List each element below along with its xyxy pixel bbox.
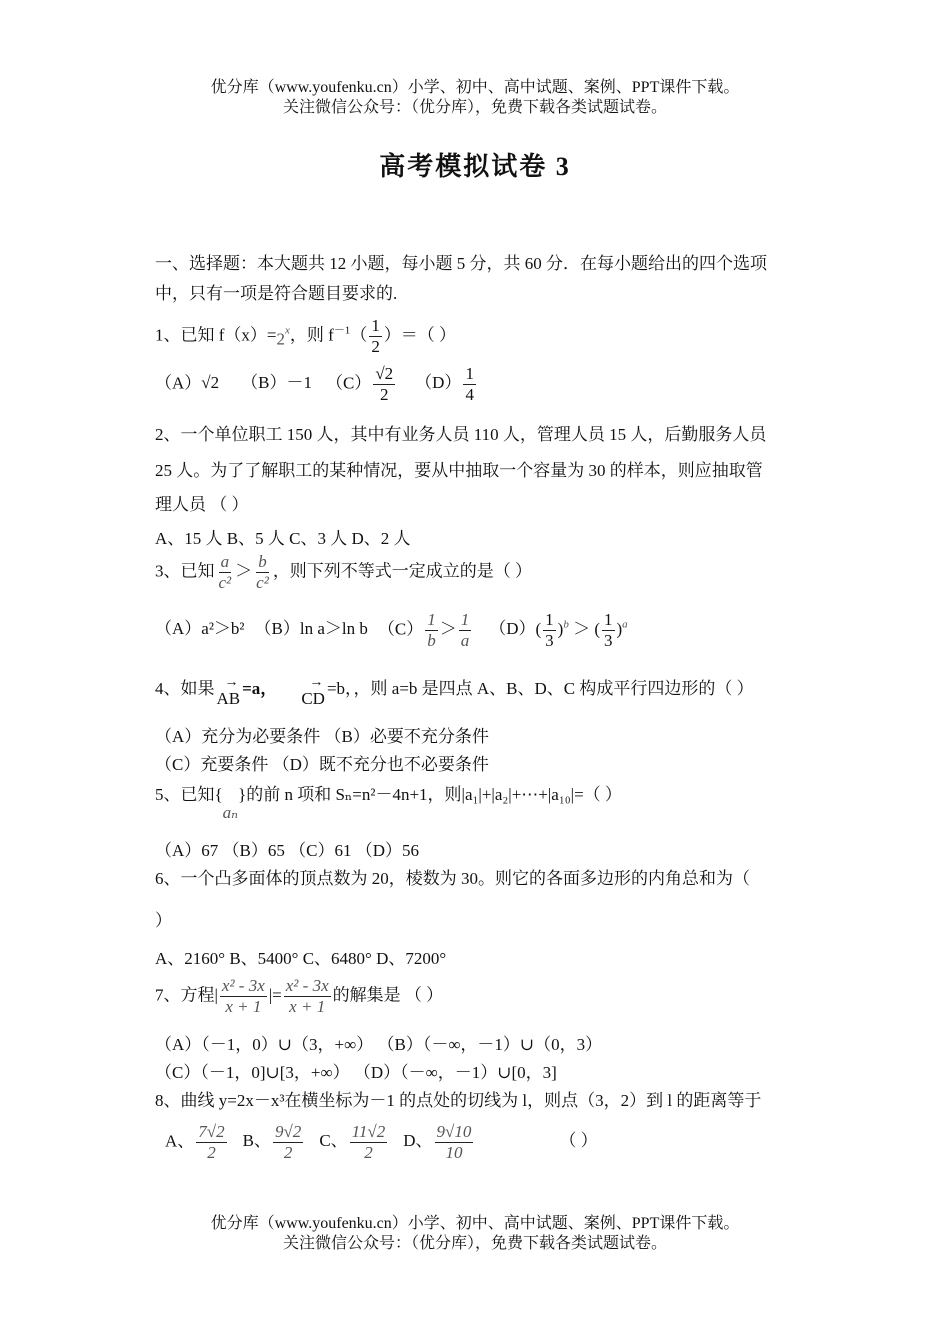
q1-option-d-fraction: $\frac{1}{4}$ [465, 364, 474, 404]
q1-stem: 1、已知 $f(x)=2^x$，则 $f^{-1}$（ $\frac{1}{2}$ ）＝（ ） [155, 316, 457, 356]
footer-line-1: 优分库（www.youfenku.cn）小学、初中、高中试题、案例、PPT课件下载。 [210, 1215, 740, 1232]
q8-option-c-fraction: $\frac{11√2}{2}$ [351, 1122, 386, 1162]
section-heading-line-1: 一、选择题：本大题共 12 小题，每小题 5 分，共 60 分．在每小题给出的四个选项 [155, 254, 767, 273]
q2-line-2: 25 人。为了了解职工的某种情况，要从中抽取一个容量为 30 的样本，则应抽取管 [155, 461, 763, 480]
header-line-1: 优分库（www.youfenku.cn）小学、初中、高中试题、案例、PPT课件下载。 [210, 79, 740, 96]
q3-d-fraction-1: $\frac{1}{3}$ [545, 610, 554, 650]
q1-option-c-fraction: $\frac{√2}{2}$ [375, 364, 394, 404]
q6-options: A、2160° B、5400° C、6480° D、7200° [155, 949, 447, 968]
q2-line-3: 理人员 （ ） [155, 495, 249, 514]
q3-c-fraction-2: $\frac{1}{a}$ [460, 610, 470, 650]
q3-options: （A）a²＞b² （B）ln a＞ln b （C） $\frac{1}{b}$ ＞ $\frac{1}{a}$ （D）( $\frac{1}{3}$ )$^b$ ＞ ( $\frac{1}{3}$ )$^a$ [155, 610, 628, 650]
q4-options-line-1: （A）充分为必要条件 （B）必要不充分条件 [155, 727, 489, 746]
q7-options-line-1: （A）（－1，0）∪（3，+∞） （B）（－∞，－1）∪（0，3） [155, 1035, 603, 1054]
q7-stem: 7、方程| $\frac{\text{x² - 3x}}{x + 1}$ |= $\frac{\text{x² - 3x}}{x + 1}$ 的解集是 （ ） [155, 976, 444, 1016]
q8-stem: 8、曲线 y=2x－x³在横坐标为－1 的点处的切线为 l，则点（3，2）到 l 的距离等于 [155, 1091, 762, 1110]
header-line-2: 关注微信公众号：（优分库），免费下载各类试题试卷。 [282, 99, 667, 116]
q7-fraction-left: $\frac{\text{x² - 3x}}{x + 1}$ [221, 976, 265, 1016]
footer-line-2: 关注微信公众号：（优分库），免费下载各类试题试卷。 [282, 1235, 667, 1252]
q8-option-a-fraction: $\frac{7√2}{2}$ [198, 1122, 225, 1162]
q6-line-2: ） [155, 911, 172, 930]
q2-line-1: 2、一个单位职工 150 人，其中有业务人员 110 人，管理人员 15 人，后勤服务人员 [155, 425, 767, 444]
q5-options: （A）67 （B）65 （C）61 （D）56 [155, 841, 419, 860]
q3-fraction-a: $\frac{a}{\text{c²}}$ [218, 552, 232, 592]
q7-options-line-2: （C）（－1，0]∪[3，+∞） （D）（－∞，－1）∪[0，3] [155, 1063, 557, 1082]
q7-fraction-right: $\frac{\text{x² - 3x}}{x + 1}$ [285, 976, 329, 1016]
q1-options: （A）√2 （B）－1 （C） $\frac{√2}{2}$ （D） $\frac{1}{4}$ [155, 364, 474, 404]
page-title: 高考模拟试卷 3 [379, 152, 571, 181]
q8-options: A、 $\frac{7√2}{2}$ B、 $\frac{9√2}{2}$ C、 $\frac{11√2}{2}$ D、 $\frac{9√10}{10}$ （ ） [165, 1122, 598, 1162]
q8-option-b-fraction: $\frac{9√2}{2}$ [274, 1122, 302, 1162]
q4-options-line-2: （C）充要条件 （D）既不充分也不必要条件 [155, 755, 489, 774]
q3-fraction-b: $\frac{b}{\text{c²}}$ [256, 552, 269, 592]
q6-line-1: 6、一个凸多面体的顶点数为 20，棱数为 30。则它的各面多边形的内角总和为（ [155, 869, 750, 888]
q1-half-fraction: $\frac{1}{2}$ [371, 316, 380, 356]
section-heading-line-2: 中，只有一项是符合题目要求的. [155, 284, 398, 303]
q5-stem: 5、已知{aₙ}的前 n 项和 Sₙ=n²－4n+1，则|a₁|+|a₂|+⋯+|a₁₀|=（ ） [155, 785, 622, 822]
q3-stem: 3、已知 $\frac{a}{\text{c²}}$ ＞ $\frac{b}{\text{c²}}$ ，则下列不等式一定成立的是（ ） [155, 552, 533, 592]
q3-d-fraction-2: $\frac{1}{3}$ [604, 610, 613, 650]
q4-stem: 4、如果 → AB=a， → CD=b，，则 a=b 是四点 A、B、D、C 构成平行四边形的（ ） [155, 675, 754, 708]
q8-option-d-fraction: $\frac{9√10}{10}$ [436, 1122, 472, 1162]
q3-c-fraction-1: $\frac{1}{b}$ [427, 610, 436, 650]
q2-options: A、15 人 B、5 人 C、3 人 D、2 人 [155, 529, 411, 548]
